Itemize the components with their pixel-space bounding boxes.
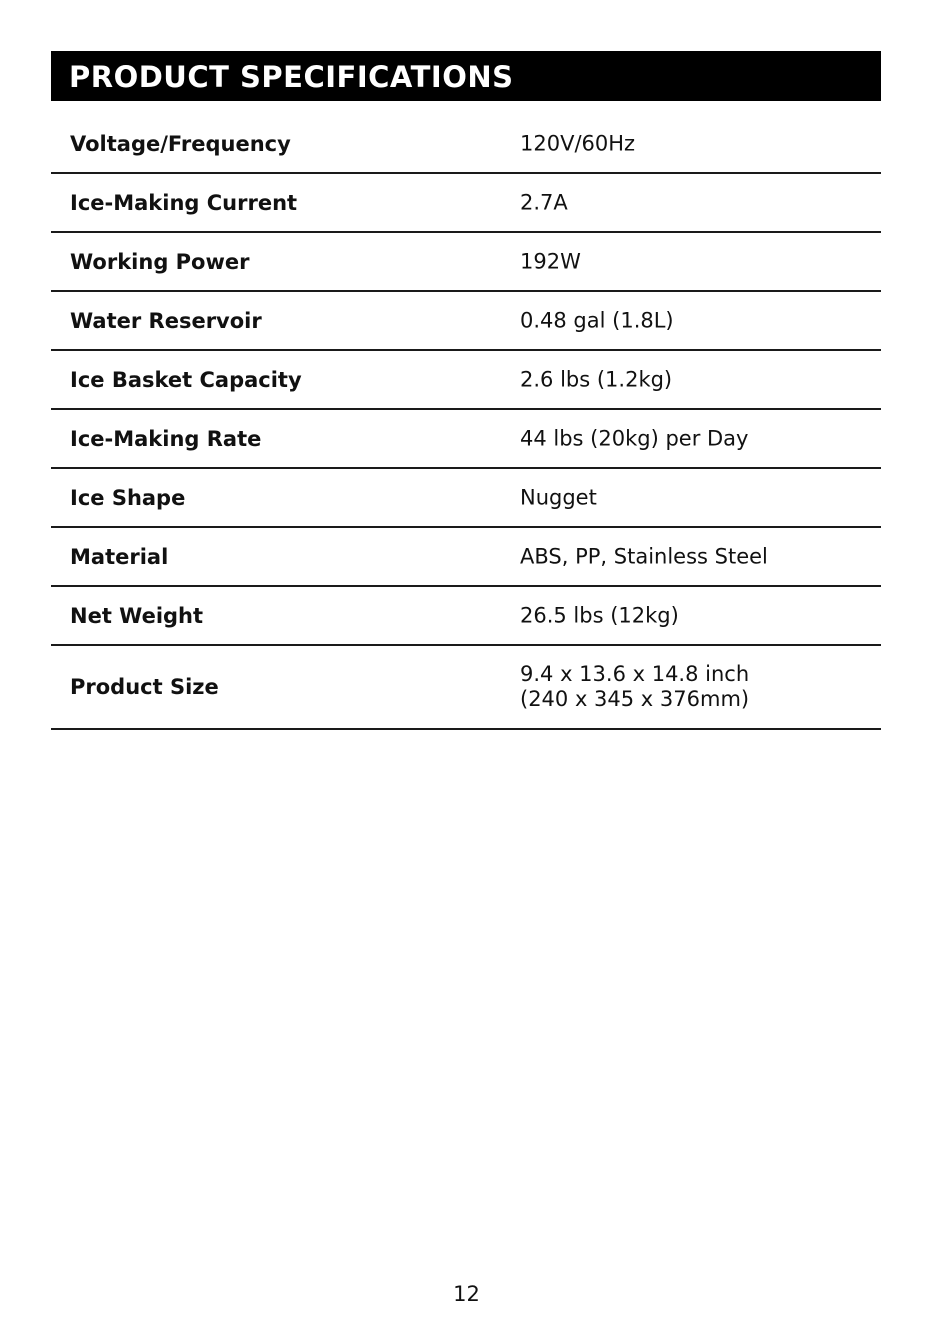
spec-label: Net Weight: [70, 603, 204, 628]
spec-row-working-power: [51, 233, 881, 292]
spec-label: Water Reservoir: [70, 308, 262, 333]
spec-label: Material: [70, 544, 169, 569]
spec-value: 192W: [520, 249, 581, 273]
spec-label: Product Size: [70, 675, 219, 699]
spec-row-ice-making-current: [51, 174, 881, 233]
spec-row-product-size: [51, 646, 881, 730]
spec-table: [51, 115, 881, 730]
spec-row-material: [51, 528, 881, 587]
spec-value: 2.7A: [520, 190, 568, 214]
spec-value: 2.6 lbs (1.2kg): [520, 367, 673, 391]
spec-label: Voltage/Frequency: [70, 131, 291, 156]
spec-value: Nugget: [520, 485, 597, 509]
spec-row-ice-basket-capacity: [51, 351, 881, 410]
spec-label: Ice Basket Capacity: [70, 367, 302, 392]
spec-row-net-weight: [51, 587, 881, 646]
spec-label: Working Power: [70, 249, 250, 274]
page-number: 12: [453, 1282, 480, 1306]
spec-label: Ice-Making Rate: [70, 426, 262, 451]
spec-row-ice-shape: [51, 469, 881, 528]
spec-value-line: (240 x 345 x 376mm): [520, 687, 750, 711]
spec-value: 26.5 lbs (12kg): [520, 603, 679, 627]
spec-value: [520, 662, 749, 712]
spec-value: ABS, PP, Stainless Steel: [520, 544, 768, 568]
spec-value: 44 lbs (20kg) per Day: [520, 426, 749, 450]
spec-row-water-reservoir: [51, 292, 881, 351]
spec-label: Ice-Making Current: [70, 190, 298, 215]
section-header: [51, 51, 881, 101]
spec-value-line: 9.4 x 13.6 x 14.8 inch: [520, 662, 750, 686]
spec-row-voltage-frequency: [51, 115, 881, 174]
spec-value: 120V/60Hz: [520, 131, 636, 155]
spec-row-ice-making-rate: [51, 410, 881, 469]
spec-label: Ice Shape: [70, 485, 186, 510]
spec-value: 0.48 gal (1.8L): [520, 308, 674, 332]
page-title: PRODUCT SPECIFICATIONS: [69, 60, 514, 94]
